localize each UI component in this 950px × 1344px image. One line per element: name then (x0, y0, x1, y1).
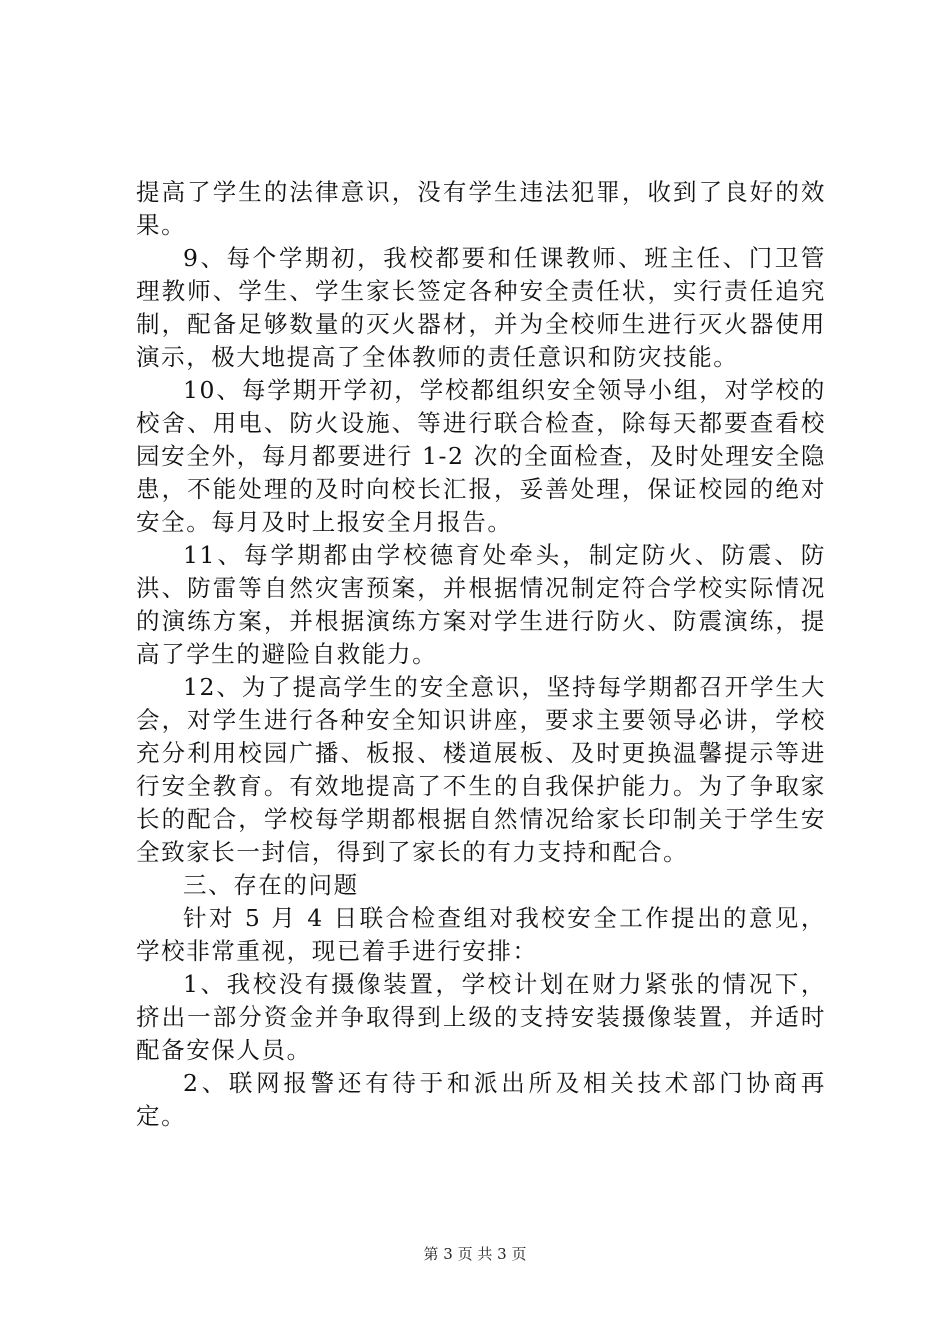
paragraph-item-10: 10、每学期开学初，学校都组织安全领导小组，对学校的校舍、用电、防火设施、等进行联合检查，除每天都要查看校园安全外，每月都要进行 1-2 次的全面检查，及时处理安全隐患，不能处理的及时向校长汇报，妥善处理，保证校园的绝对安全。每月及时上报安全月报告。 (136, 376, 826, 536)
paragraph-item-11: 11、每学期都由学校德育处牵头，制定防火、防震、防洪、防雷等自然灾害预案，并根据情况制定符合学校实际情况的演练方案，并根据演练方案对学生进行防火、防震演练，提高了学生的避险自救能力。 (136, 541, 826, 668)
paragraph-continuation: 提高了学生的法律意识，没有学生违法犯罪，收到了良好的效果。 (136, 178, 826, 239)
paragraph-issue-1: 1、我校没有摄像装置，学校计划在财力紧张的情况下，挤出一部分资金并争取得到上级的支持安装摄像装置，并适时配备安保人员。 (136, 970, 826, 1064)
document-body (136, 176, 826, 1133)
paragraph-issue-2: 2、联网报警还有待于和派出所及相关技术部门协商再定。 (136, 1069, 826, 1130)
paragraph-item-9: 9、每个学期初，我校都要和任课教师、班主任、门卫管理教师、学生、学生家长签定各种安全责任状，实行责任追究制，配备足够数量的灭火器材，并为全校师生进行灭火器使用演示，极大地提高了全体教师的责任意识和防灾技能。 (136, 244, 826, 371)
paragraph-item-12: 12、为了提高学生的安全意识，坚持每学期都召开学生大会，对学生进行各种安全知识讲座，要求主要领导必讲，学校充分利用校园广播、板报、楼道展板、及时更换温馨提示等进行安全教育。有效地提高了不生的自我保护能力。为了争取家长的配合，学校每学期都根据自然情况给家长印制关于学生安全致家长一封信，得到了家长的有力支持和配合。 (136, 673, 826, 866)
section-heading-issues: 三、存在的问题 (183, 871, 359, 899)
paragraph-inspection-response: 针对 5 月 4 日联合检查组对我校安全工作提出的意见，学校非常重视，现已着手进行安排： (136, 904, 826, 965)
page-footer: 第 3 页 共 3 页 (423, 1245, 527, 1263)
